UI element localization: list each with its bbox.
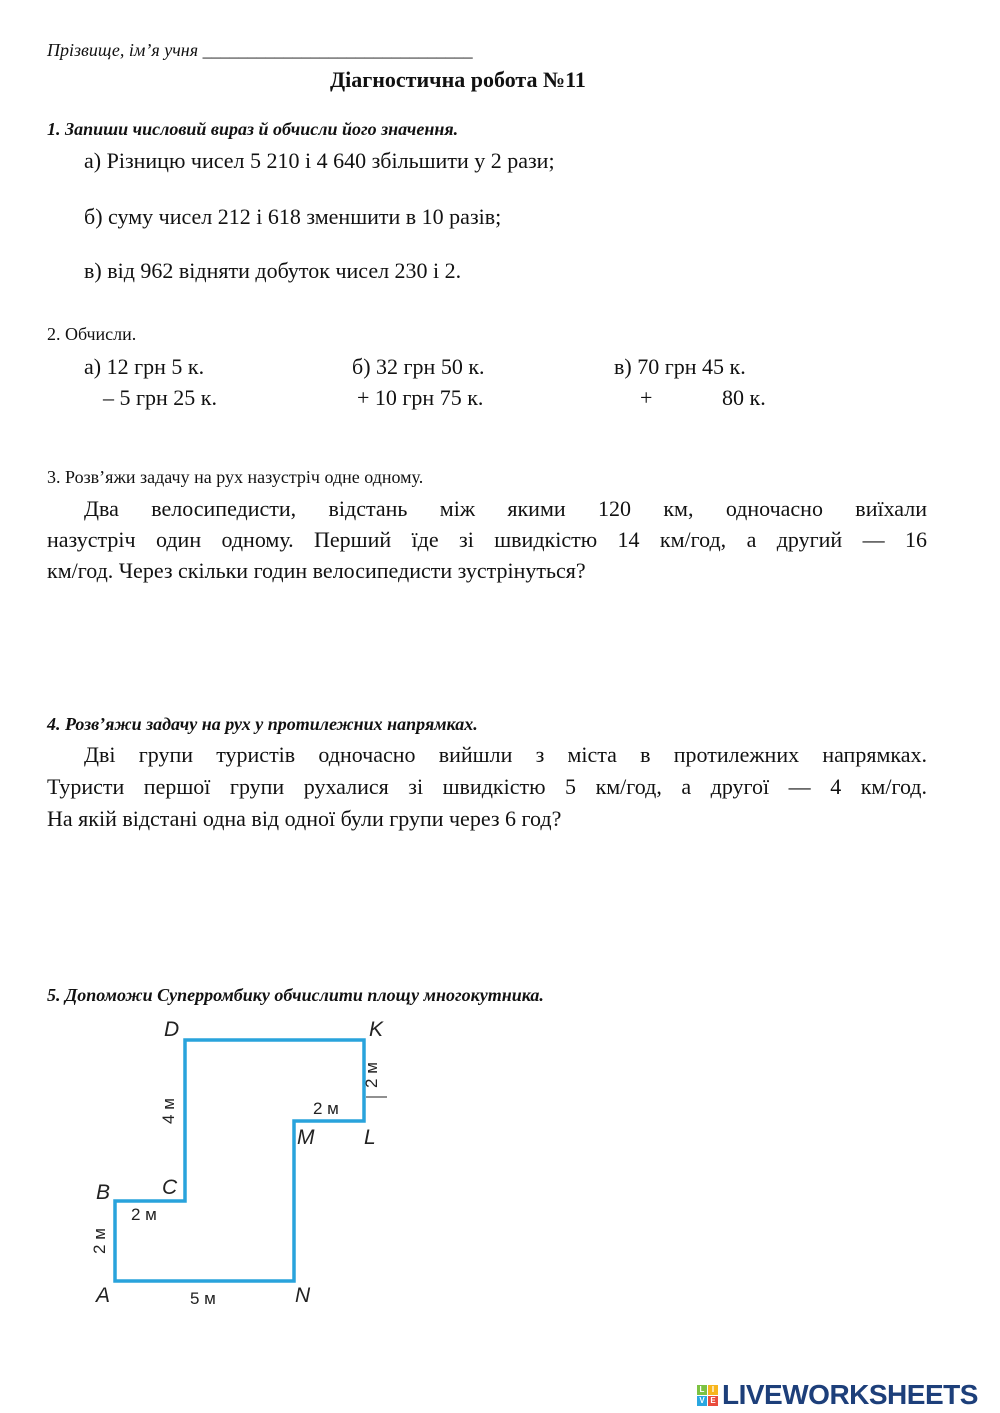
task2-heading: 2. Обчисли. (47, 324, 137, 344)
vertex-a: A (96, 1284, 111, 1307)
student-name-label: Прізвище, ім’я учня ______________________________ (47, 40, 473, 60)
vertex-d: D (164, 1018, 180, 1041)
task1-item-c: в) від 962 відняти добуток чисел 230 і 2. (84, 258, 462, 283)
task3-line: назустріч один одному. Перший їде зі швидкістю 14 км/год, а другий — 16 (47, 527, 927, 552)
logo-letter: V (697, 1396, 707, 1406)
logo-icon (697, 1385, 718, 1406)
task2-b-line1: б) 32 грн 50 к. (352, 354, 485, 379)
liveworksheets-logo (697, 1379, 978, 1411)
task2-c-line1: в) 70 грн 45 к. (614, 354, 746, 379)
dim-kl: 2 м (361, 1062, 381, 1088)
vertex-k: K (369, 1018, 384, 1041)
task4-heading: 4. Розв’яжи задачу на рух у протилежних напрямках. (47, 714, 478, 734)
dim-an: 5 м (190, 1289, 216, 1308)
task4-line: На якій відстані одна від одної були групи через 6 год? (47, 806, 562, 831)
page-title: Діагностична робота №11 (330, 67, 586, 92)
vertex-n: N (295, 1284, 311, 1307)
task2-c-operator: + (640, 385, 653, 410)
task1-item-b: б) суму чисел 212 і 618 зменшити в 10 разів; (84, 204, 502, 229)
task5-heading: 5. Допоможи Суперромбику обчислити площу многокутника. (47, 985, 544, 1005)
dim-ab: 2 м (89, 1228, 109, 1254)
task2-a-line2: – 5 грн 25 к. (103, 385, 217, 410)
logo-text: LIVEWORKSHEETS (722, 1379, 978, 1410)
task3-line: Два велосипедисти, відстань між якими 120 км, одночасно виїхали (84, 496, 927, 521)
task3-heading: 3. Розв’яжи задачу на рух назустріч одне одному. (47, 467, 424, 487)
vertex-c: C (162, 1176, 178, 1199)
logo-letter: E (708, 1396, 718, 1406)
vertex-m: M (297, 1126, 315, 1149)
dim-lm: 2 м (313, 1099, 339, 1118)
logo-letter: I (708, 1385, 718, 1395)
vertex-b: B (96, 1181, 111, 1204)
logo-letter: L (697, 1385, 707, 1395)
dim-bc: 2 м (131, 1205, 157, 1224)
task4-line: Дві групи туристів одночасно вийшли з міста в протилежних напрямках. (84, 742, 927, 767)
vertex-l: L (364, 1126, 376, 1149)
task3-line: км/год. Через скільки годин велосипедисти зустрінуться? (47, 558, 586, 583)
dim-cd: 4 м (158, 1098, 178, 1124)
task2-b-line2: + 10 грн 75 к. (357, 385, 484, 410)
task2-a-line1: а) 12 грн 5 к. (84, 354, 205, 379)
task2-c-line2: 80 к. (722, 385, 766, 410)
task1-heading: 1. Запиши числовий вираз й обчисли його значення. (47, 119, 459, 139)
task4-line: Туристи першої групи рухалися зі швидкістю 5 км/год, а другої — 4 км/год. (47, 774, 927, 799)
task1-item-a: а) Різницю чисел 5 210 і 4 640 збільшити у 2 рази; (84, 148, 555, 173)
polygon-shape (115, 1040, 364, 1281)
